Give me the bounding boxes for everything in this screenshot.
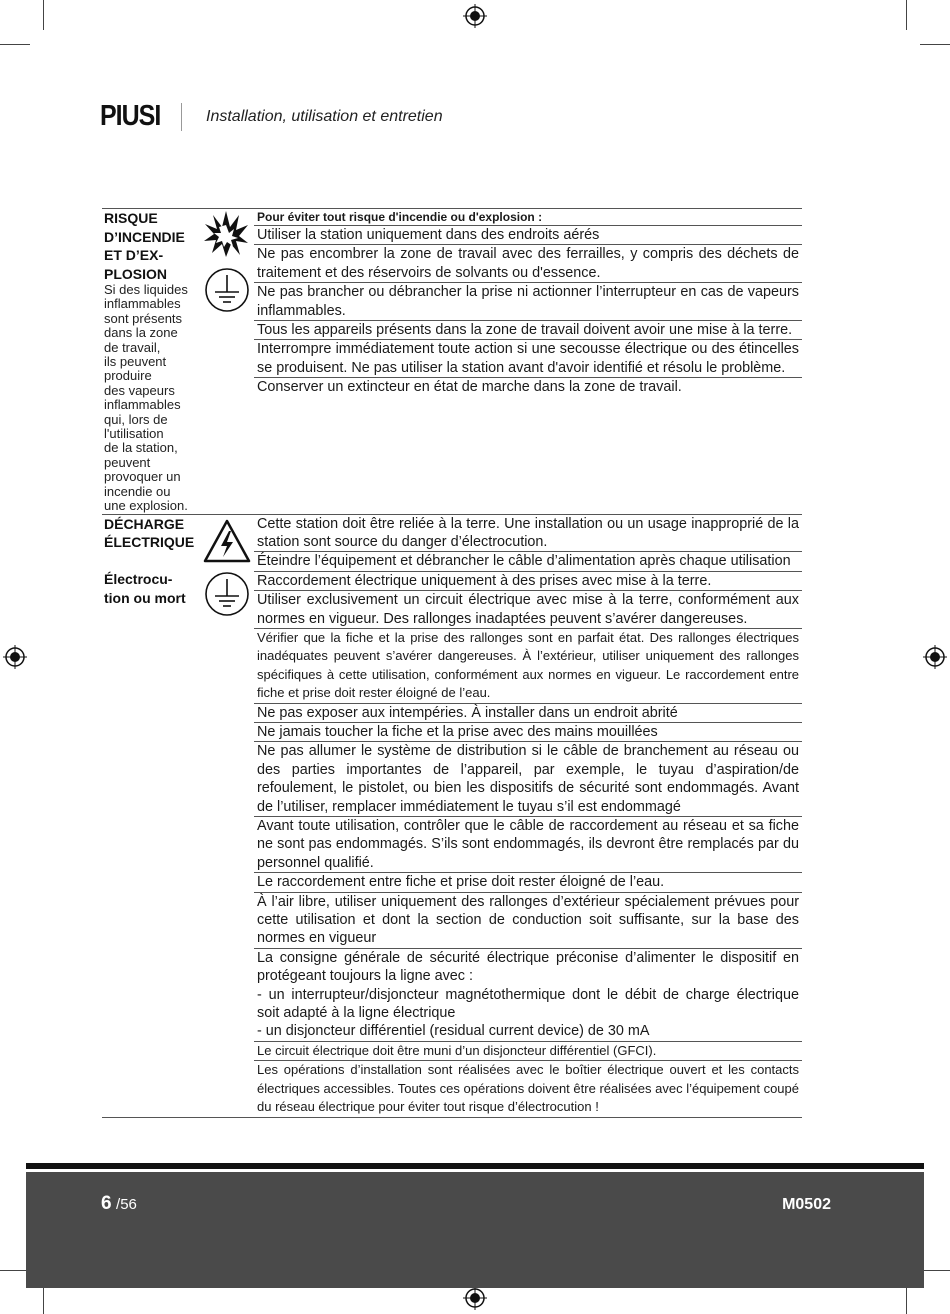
crop-mark <box>906 0 907 30</box>
hazard-description-line: produire <box>104 368 152 384</box>
page-number-current: 6 <box>101 1193 112 1214</box>
crop-mark <box>920 1270 950 1271</box>
instruction-row: Raccordement électrique uniquement à des prises avec mise à la terre. <box>254 571 802 590</box>
hazard-label <box>102 515 202 1117</box>
safety-table <box>102 208 802 1118</box>
hazard-description-line: de travail, <box>104 339 161 355</box>
instruction-row: Ne pas allumer le système de distribution si le câble de branchement au réseau ou des parties importantes de l’appareil, par exemple, le tuyau d’aspiration/de refoulement, le pistolet, ou bien les dispositifs de sécurité sont endommagés. Avant de l’utiliser, remplacer immédiatement le tuyau s’il est endommagé <box>254 741 802 816</box>
instruction-row: Avant toute utilisation, contrôler que le câble de raccordement au réseau et sa fiche ne sont pas endommagés. S’ils sont endommagés, ils devront être remplacés par du personnel qualifié. <box>254 816 802 872</box>
hazard-title-line: Électrocu- <box>104 571 173 587</box>
ground-icon <box>204 571 250 621</box>
hazard-title-line: RISQUE <box>104 210 158 226</box>
header-divider <box>181 103 182 131</box>
instruction-row: Ne pas exposer aux intempéries. À installer dans un endroit abrité <box>254 703 802 722</box>
crop-mark <box>906 1284 907 1314</box>
hazard-description-line: provoquer un <box>104 469 181 485</box>
registration-mark-icon <box>3 645 27 669</box>
instruction-row: Interrompre immédiatement toute action si une secousse électrique ou des étincelles se produisent. Ne pas utiliser la station avant d'avoir identifié et résolu le problème. <box>254 339 802 377</box>
footer-bar <box>26 1172 924 1288</box>
instruction-row: Tous les appareils présents dans la zone de travail doivent avoir une mise à la terre. <box>254 320 802 339</box>
hazard-description-line: de la station, <box>104 440 178 456</box>
hazard-description-line: qui, lors de <box>104 411 168 427</box>
instruction-row: Le raccordement entre fiche et prise doit rester éloigné de l’eau. <box>254 872 802 891</box>
instruction-row: Utiliser exclusivement un circuit électrique avec mise à la terre, conformément aux normes en vigueur. Des rallonges inadaptées peuvent s’avérer dangereuses. <box>254 590 802 628</box>
hazard-icons <box>202 209 254 514</box>
hazard-description-line: ils peuvent <box>104 354 167 370</box>
instruction-row: Les opérations d’installation sont réalisées avec le boîtier électrique ouvert et les contacts électriques accessibles. Toutes ces opérations doivent être réalisées avec l’équipement coupé du réseau électrique pour éviter tout risque d’électrocution ! <box>254 1060 802 1116</box>
hazard-description-line: peuvent <box>104 454 151 470</box>
instruction-row: Vérifier que la fiche et la prise des rallonges sont en parfait état. Des rallonges électriques inadéquates peuvent s’avérer dangereuses. À l’extérieur, utiliser uniquement des rallonges spécifiques à cette utilisation, conformément aux normes en vigueur. Le raccordement entre fiche et prise doit rester éloigné de l’eau. <box>254 628 802 703</box>
page-title: Installation, utilisation et entretien <box>206 108 443 125</box>
instructions-list <box>254 515 802 1117</box>
instruction-row: Le circuit électrique doit être muni d’un disjoncteur différentiel (GFCI). <box>254 1041 802 1060</box>
hazard-section <box>102 514 802 1118</box>
instruction-row: Cette station doit être reliée à la terre. Une installation ou un usage inapproprié de la station sont source du danger d’électrocution. <box>257 515 799 550</box>
hazard-title-line: ET D’EX- <box>104 247 164 263</box>
hazard-description-line: inflammables <box>104 296 181 312</box>
hazard-description-line: inflammables <box>104 397 181 413</box>
hazard-title-line <box>104 552 202 571</box>
crop-mark <box>43 1284 44 1314</box>
hazard-description-line: incendie ou <box>104 483 171 499</box>
ground-icon <box>204 267 250 317</box>
hazard-description-line: sont présents <box>104 310 183 326</box>
crop-mark <box>0 44 30 45</box>
registration-mark-icon <box>463 4 487 28</box>
instructions-list <box>254 209 802 514</box>
hazard-description-line: des vapeurs <box>104 382 175 398</box>
instruction-row: Éteindre l’équipement et débrancher le câble d’alimentation après chaque utilisation <box>254 551 802 570</box>
registration-mark-icon <box>923 645 947 669</box>
hazard-icons <box>202 515 254 1117</box>
hazard-title-line: tion ou mort <box>104 589 186 606</box>
hazard-title-line: ÉLECTRIQUE <box>104 534 195 550</box>
crop-mark <box>43 0 44 30</box>
registration-mark-icon <box>463 1286 487 1310</box>
hazard-description-line: l'utilisation <box>104 426 164 442</box>
hazard-title-line: PLOSION <box>104 265 168 282</box>
instruction-row: Ne jamais toucher la fiche et la prise avec des mains mouillées <box>254 722 802 741</box>
electric-hazard-icon <box>203 519 251 567</box>
instruction-row: Ne pas brancher ou débrancher la prise ni actionner l’interrupteur en cas de vapeurs inflammables. <box>254 282 802 320</box>
instruction-row: Ne pas encombrer la zone de travail avec des ferrailles, y compris des déchets de traitement et des réservoirs de solvants ou d'essence. <box>254 244 802 282</box>
page-number-total: /56 <box>116 1196 137 1213</box>
hazard-description-line: une explosion. <box>104 498 188 514</box>
page-number <box>101 1193 137 1215</box>
instruction-row: Conserver un extincteur en état de marche dans la zone de travail. <box>254 377 802 468</box>
instruction-row: Pour éviter tout risque d'incendie ou d'explosion : <box>257 210 543 224</box>
model-code: M0502 <box>782 1196 831 1213</box>
hazard-title-line: D’INCENDIE <box>104 228 185 245</box>
brand-logo: PIUSI <box>100 99 161 133</box>
hazard-label <box>102 209 202 514</box>
instruction-row: La consigne générale de sécurité électrique préconise d’alimenter le dispositif en protégeant toujours la ligne avec : - un interrupteur/disjoncteur magnétothermique dont le débit de charge électrique soit adapté à la ligne électrique - un disjoncteur différentiel (residual current device) de 30 mA <box>254 948 802 1041</box>
hazard-title-line: DÉCHARGE <box>104 515 185 532</box>
hazard-section <box>102 208 802 514</box>
hazard-description-line: dans la zone <box>104 325 178 341</box>
crop-mark <box>920 44 950 45</box>
hazard-description-line: Si des liquides <box>104 282 188 297</box>
footer-rule <box>26 1163 924 1169</box>
instruction-row: Utiliser la station uniquement dans des endroits aérés <box>254 225 802 244</box>
explosion-icon <box>203 209 249 263</box>
instruction-row: À l’air libre, utiliser uniquement des rallonges d’extérieur spécialement prévues pour cette utilisation et dont la section de conduction soit suffisante, sur la base des normes en vigueur <box>254 892 802 948</box>
